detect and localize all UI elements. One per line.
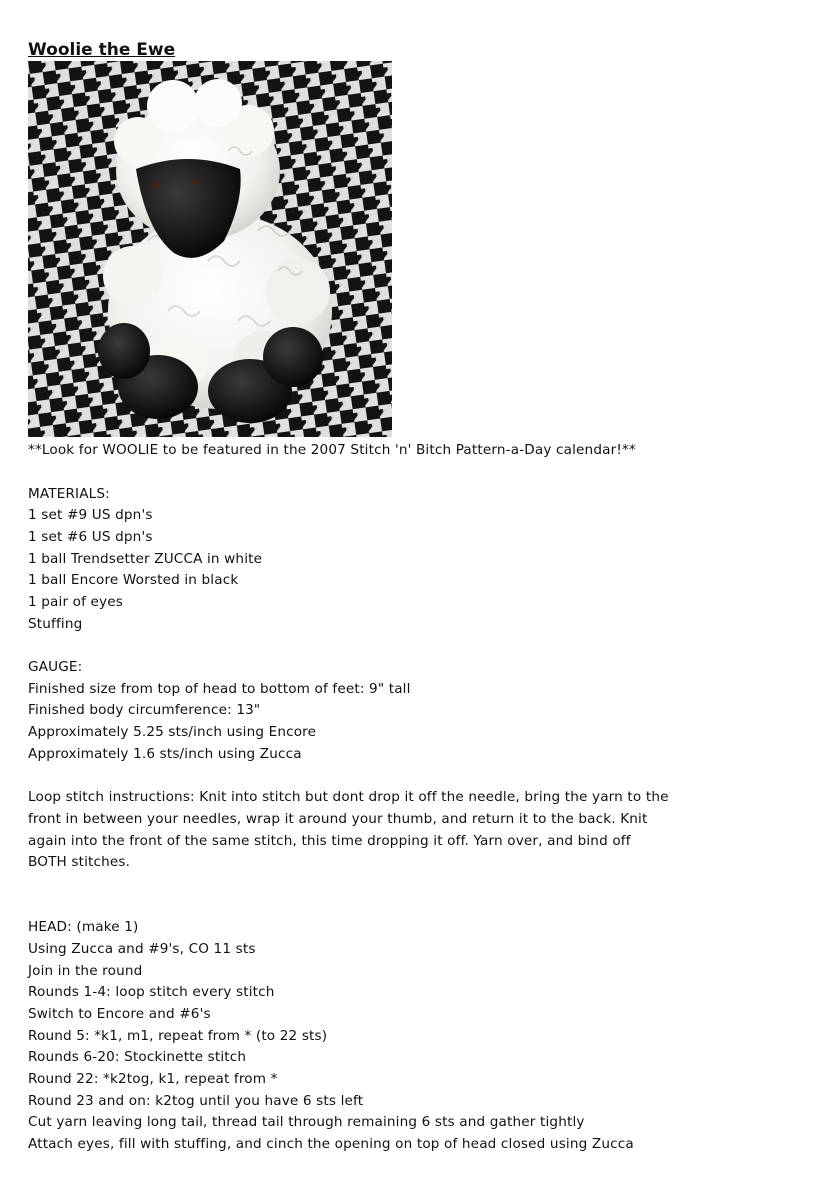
head-heading: HEAD: (make 1): [28, 919, 139, 935]
gauge-item: Approximately 5.25 sts/inch using Encore: [28, 724, 317, 740]
head-step: Rounds 6-20: Stockinette stitch: [28, 1049, 247, 1065]
head-step: Round 5: *k1, m1, repeat from * (to 22 sts): [28, 1028, 328, 1044]
calendar-callout: **Look for WOOLIE to be featured in the 2007 Stitch 'n' Bitch Pattern-a-Day calendar!**: [28, 442, 636, 458]
head-step: Attach eyes, fill with stuffing, and cinch the opening on top of head closed using Zucca: [28, 1136, 634, 1152]
head-step: Join in the round: [28, 963, 143, 979]
material-item: 1 set #6 US dpn's: [28, 529, 153, 545]
material-item: 1 pair of eyes: [28, 594, 123, 610]
material-item: 1 ball Encore Worsted in black: [28, 572, 239, 588]
loop-stitch-text: again into the front of the same stitch, this time dropping it off. Yarn over, and bind off: [28, 833, 631, 849]
loop-stitch-text: Loop stitch instructions: Knit into stitch but dont drop it off the needle, bring the yarn to the: [28, 789, 669, 805]
gauge-item: Finished body circumference: 13": [28, 702, 261, 718]
material-item: 1 set #9 US dpn's: [28, 507, 153, 523]
head-step: Round 22: *k2tog, k1, repeat from *: [28, 1071, 278, 1087]
page-title: Woolie the Ewe: [28, 40, 176, 60]
gauge-item: Finished size from top of head to bottom of feet: 9" tall: [28, 681, 411, 697]
material-item: Stuffing: [28, 616, 83, 632]
head-step: Cut yarn leaving long tail, thread tail through remaining 6 sts and gather tightly: [28, 1114, 585, 1130]
materials-heading: MATERIALS:: [28, 486, 110, 502]
loop-stitch-text: BOTH stitches.: [28, 854, 131, 870]
head-step: Using Zucca and #9's, CO 11 sts: [28, 941, 256, 957]
gauge-item: Approximately 1.6 sts/inch using Zucca: [28, 746, 302, 762]
loop-stitch-text: front in between your needles, wrap it around your thumb, and return it to the back. Knit: [28, 811, 648, 827]
head-step: Round 23 and on: k2tog until you have 6 sts left: [28, 1093, 364, 1109]
gauge-heading: GAUGE:: [28, 659, 83, 675]
sheep-photo: [28, 61, 392, 437]
head-step: Switch to Encore and #6's: [28, 1006, 211, 1022]
head-step: Rounds 1-4: loop stitch every stitch: [28, 984, 275, 1000]
material-item: 1 ball Trendsetter ZUCCA in white: [28, 551, 263, 567]
